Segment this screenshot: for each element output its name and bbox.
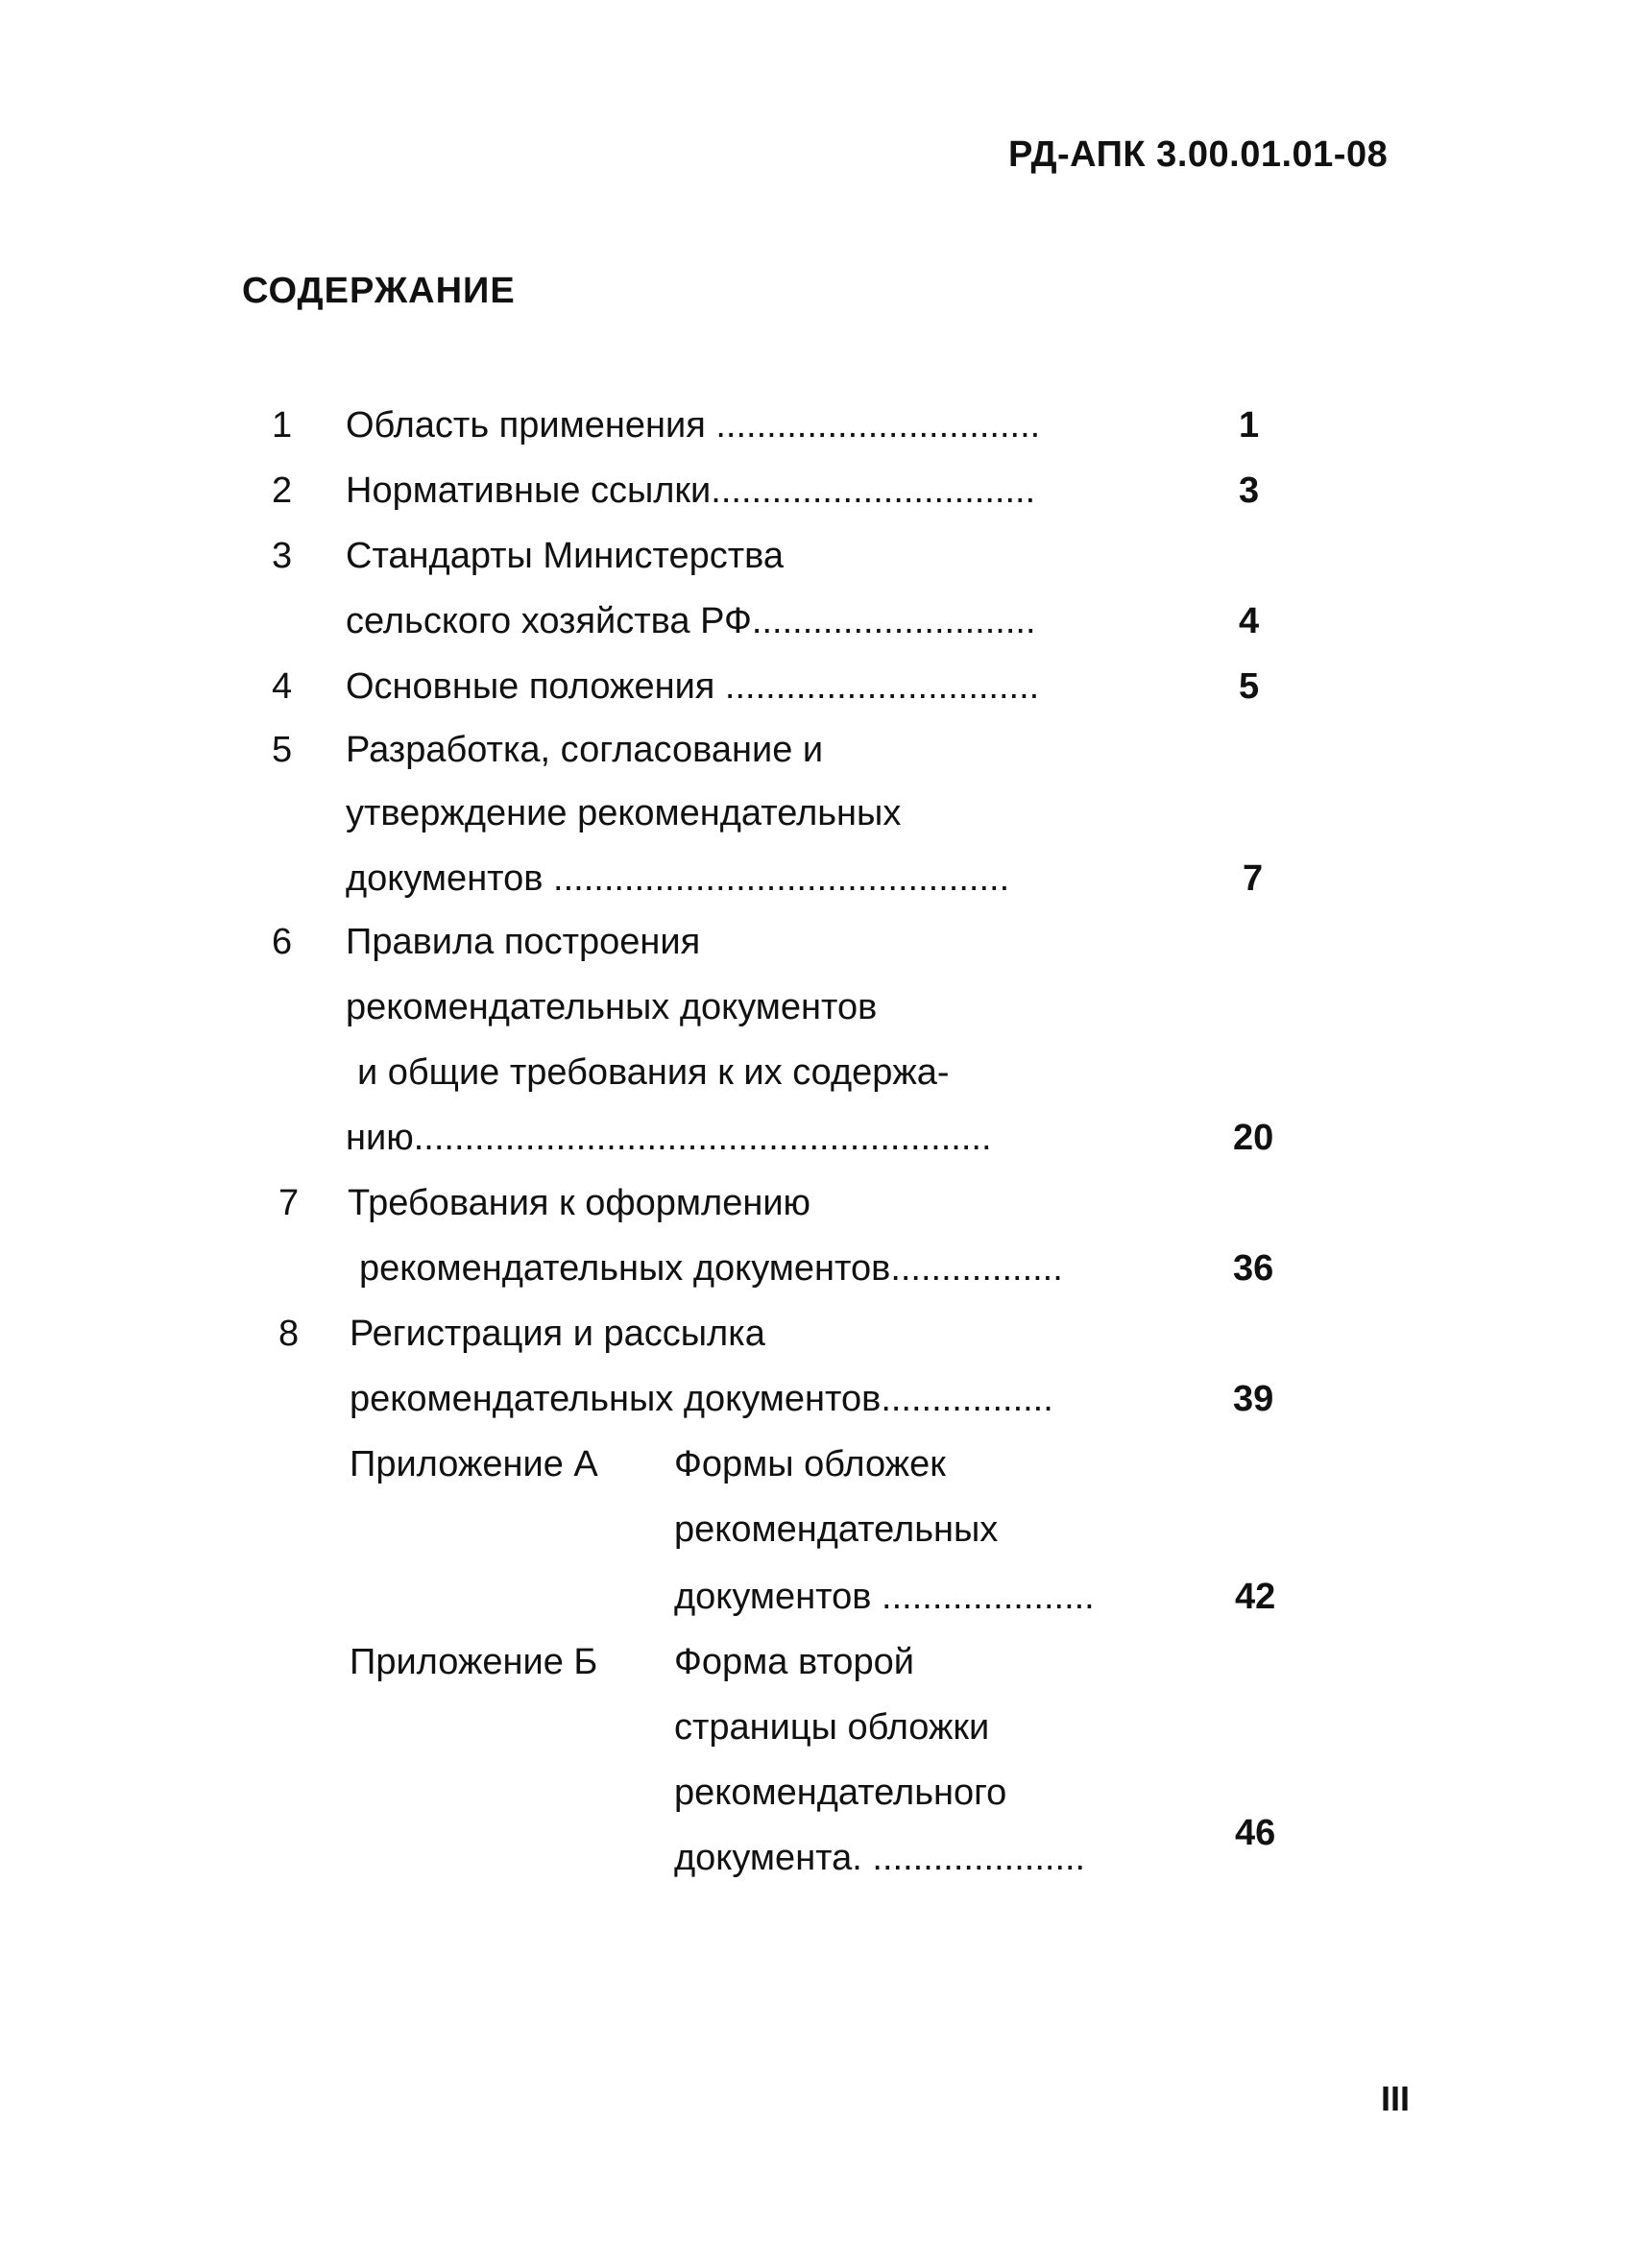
toc-title: Регистрация и рассылка xyxy=(350,1314,765,1354)
document-code: РД-АПК 3.00.01.01-08 xyxy=(1008,134,1389,175)
toc-page: 1 xyxy=(1239,405,1260,446)
appendix-page: 46 xyxy=(1235,1813,1276,1853)
toc-page: 3 xyxy=(1239,470,1260,511)
toc-page: 5 xyxy=(1239,666,1260,707)
appendix-title-cont: рекомендательных xyxy=(674,1509,999,1550)
appendix-title-cont: документа. ..................... xyxy=(674,1838,1086,1878)
toc-title: Основные положения ............................... xyxy=(346,666,1040,707)
appendix-title: Форма второй xyxy=(674,1642,914,1682)
toc-title: Нормативные ссылки................................ xyxy=(346,470,1036,511)
toc-number: 7 xyxy=(278,1183,300,1223)
toc-title-cont: сельского хозяйства РФ............................ xyxy=(346,601,1036,641)
toc-title: Стандарты Министерства xyxy=(346,536,785,576)
toc-page: 39 xyxy=(1233,1379,1274,1419)
toc-number: 5 xyxy=(272,730,293,770)
toc-page: 20 xyxy=(1233,1118,1274,1158)
toc-number: 3 xyxy=(272,536,293,576)
toc-number: 2 xyxy=(272,470,293,511)
toc-title: Область применения ................................ xyxy=(346,405,1041,446)
toc-page: 7 xyxy=(1243,858,1264,899)
toc-title-cont: утверждение рекомендательных xyxy=(346,793,902,833)
toc-number: 8 xyxy=(278,1314,300,1354)
appendix-title: Формы обложек xyxy=(674,1444,946,1484)
toc-title-cont: рекомендательных документов................. xyxy=(359,1248,1063,1289)
appendix-title-cont: рекомендательного xyxy=(674,1773,1007,1813)
appendix-label: Приложение Б xyxy=(350,1642,598,1682)
toc-title-cont: документов ............................................. xyxy=(346,858,1010,899)
appendix-label: Приложение А xyxy=(350,1444,598,1484)
toc-title-cont: рекомендательных документов xyxy=(346,987,878,1027)
toc-page: 36 xyxy=(1233,1248,1274,1289)
toc-number: 4 xyxy=(272,666,293,707)
toc-title-cont: и общие требования к их содержа- xyxy=(357,1052,950,1093)
toc-number: 1 xyxy=(272,405,293,446)
toc-title-cont: нию......................................................... xyxy=(346,1118,992,1158)
appendix-page: 42 xyxy=(1235,1577,1276,1617)
toc-heading: СОДЕРЖАНИЕ xyxy=(242,271,516,311)
toc-title-cont: рекомендательных документов................. xyxy=(350,1379,1053,1419)
toc-title: Разработка, согласование и xyxy=(346,730,824,770)
toc-number: 6 xyxy=(272,922,293,962)
toc-page: 4 xyxy=(1239,601,1260,641)
page-number: III xyxy=(1381,2079,1411,2118)
toc-title: Правила построения xyxy=(346,922,701,962)
appendix-title-cont: документов ..................... xyxy=(674,1577,1095,1617)
appendix-title-cont: страницы обложки xyxy=(674,1707,990,1748)
toc-title: Требования к оформлению xyxy=(348,1183,811,1223)
